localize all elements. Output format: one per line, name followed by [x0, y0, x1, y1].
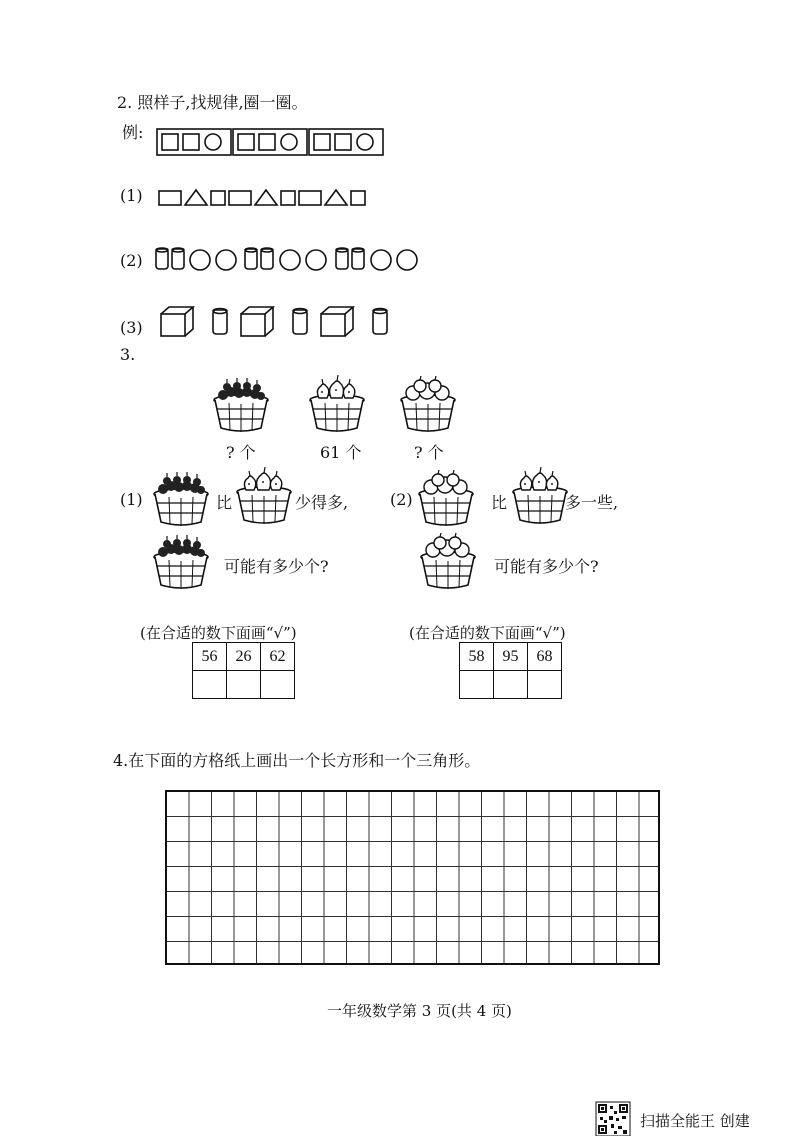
q2-title: 2. 照样子,找规律,圈一圈。 [117, 93, 308, 112]
strawberry-basket-icon [213, 378, 273, 438]
q3-part1-compare: 比 [216, 493, 233, 512]
answer-cell[interactable] [528, 671, 562, 699]
choice-row-answers [460, 671, 562, 699]
choice-row-numbers [193, 643, 295, 671]
choice-table-right [459, 642, 562, 699]
answer-cell[interactable] [193, 671, 227, 699]
q3-part2-relation: 多一些, [565, 493, 619, 512]
graph-paper-grid[interactable] [165, 790, 660, 965]
q2-row2-pattern [153, 246, 433, 276]
q2-row2-label: (2) [120, 251, 143, 270]
choice-value: 26 [227, 643, 261, 671]
q3-part1-question: 可能有多少个? [224, 557, 329, 576]
answer-cell[interactable] [261, 671, 295, 699]
answer-cell[interactable] [494, 671, 528, 699]
q3-number: 3. [120, 345, 136, 364]
q2-row1-pattern [157, 187, 397, 211]
choice-value: 68 [528, 643, 562, 671]
choice-value: 62 [261, 643, 295, 671]
pear-count: 61 个 [320, 443, 362, 462]
apple-basket-icon [418, 472, 478, 532]
qr-code-icon [596, 1102, 630, 1136]
strawberry-count: ? 个 [226, 443, 256, 462]
q3-part1-relation: 少得多, [295, 493, 349, 512]
q2-row3-label: (3) [120, 318, 143, 337]
choice-row-answers [193, 671, 295, 699]
q3-part2-compare: 比 [491, 493, 508, 512]
page-number: 一年级数学第 3 页(共 4 页) [327, 1002, 512, 1020]
choice-value: 56 [193, 643, 227, 671]
pear-basket-icon [236, 470, 296, 530]
q3-instruction-right: (在合适的数下面画“√”) [409, 624, 566, 642]
q3-instruction-left: (在合适的数下面画“√”) [140, 624, 297, 642]
choice-row-numbers [460, 643, 562, 671]
pear-basket-icon [309, 378, 369, 438]
q2-row1-label: (1) [120, 186, 143, 205]
choice-table-left [192, 642, 295, 699]
q3-part1-label: (1) [120, 490, 143, 509]
strawberry-basket-icon [153, 472, 209, 532]
q2-row3-pattern [158, 304, 398, 340]
q2-example-pattern [155, 128, 395, 158]
choice-value: 95 [494, 643, 528, 671]
q3-part2-question: 可能有多少个? [494, 557, 599, 576]
scanner-brand-text: 扫描全能王 创建 [640, 1112, 750, 1130]
apple-basket-icon [400, 378, 460, 438]
strawberry-basket-icon [153, 535, 209, 595]
q2-example-label: 例: [122, 123, 144, 142]
answer-cell[interactable] [460, 671, 494, 699]
q3-part2-label: (2) [390, 490, 413, 509]
q4-title: 4.在下面的方格纸上画出一个长方形和一个三角形。 [113, 751, 481, 770]
apple-count: ? 个 [414, 443, 444, 462]
choice-value: 58 [460, 643, 494, 671]
pear-basket-icon [512, 470, 572, 530]
answer-cell[interactable] [227, 671, 261, 699]
apple-basket-icon [420, 535, 480, 595]
